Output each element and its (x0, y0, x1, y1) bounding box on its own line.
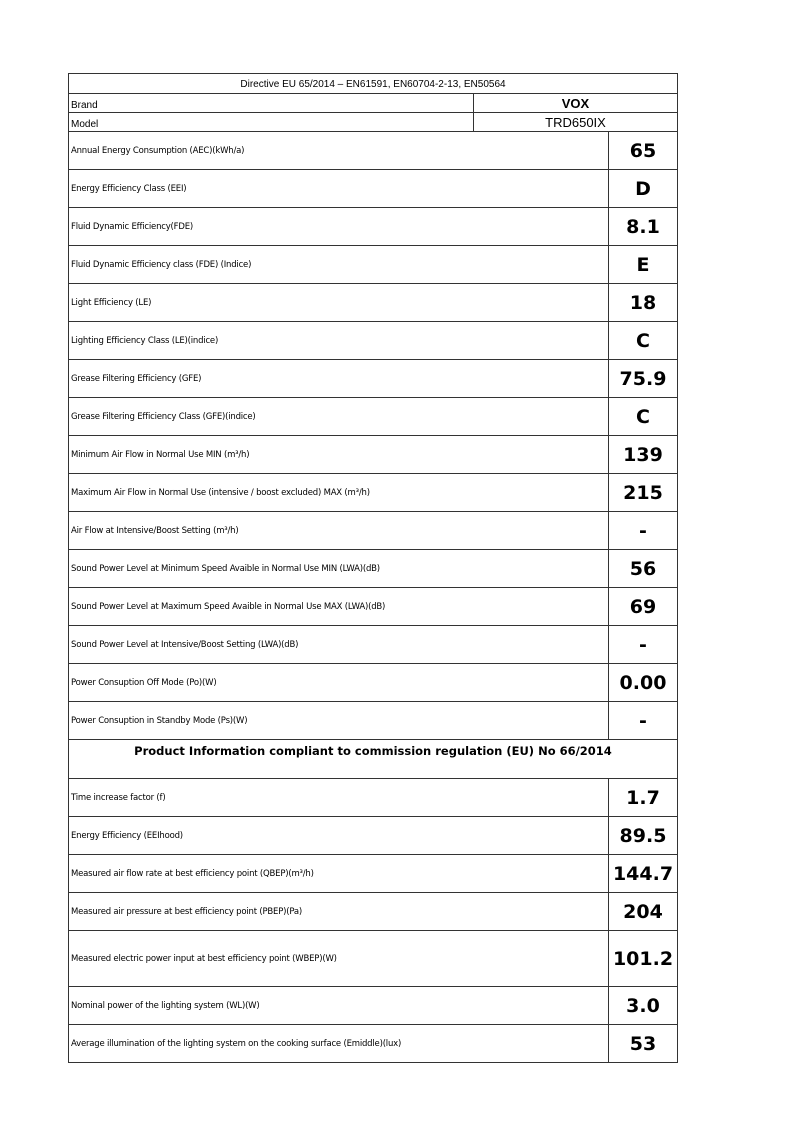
table-row (69, 893, 677, 931)
row-value: 8.1 (626, 215, 660, 238)
row-label: Fluid Dynamic Efficiency(FDE) (69, 208, 609, 245)
row-label: Air Flow at Intensive/Boost Setting (m³/h) (69, 512, 609, 549)
row-value: C (636, 405, 650, 428)
row-value: 0.00 (619, 671, 667, 694)
section-heading-row (69, 740, 677, 779)
row-label: Lighting Efficiency Class (LE)(indice) (69, 322, 609, 359)
table-row (69, 360, 677, 398)
row-label: Power Consuption Off Mode (Po)(W) (69, 664, 609, 701)
row-value: 144.7 (612, 862, 674, 885)
row-value: - (639, 709, 647, 732)
row-label: Fluid Dynamic Efficiency class (FDE) (Indice) (69, 246, 609, 283)
table-row (69, 322, 677, 360)
table-row (69, 512, 677, 550)
row-value: 53 (629, 1032, 657, 1055)
directive-row (69, 74, 677, 94)
table-row (69, 817, 677, 855)
row-value: 1.7 (626, 786, 660, 809)
row-value: 56 (629, 557, 657, 580)
row-value: - (639, 519, 647, 542)
table-row (69, 246, 677, 284)
table-row (69, 170, 677, 208)
row-value: 139 (623, 443, 663, 466)
table-row (69, 626, 677, 664)
directive-text: Directive EU 65/2014 – EN61591, EN60704-2-13, EN50564 (240, 79, 506, 90)
section-heading: Product Information compliant to commission regulation (EU) No 66/2014 (134, 744, 612, 758)
row-label: Grease Filtering Efficiency Class (GFE)(indice) (69, 398, 609, 435)
table-row (69, 664, 677, 702)
row-label: Measured electric power input at best efficiency point (WBEP)(W) (69, 931, 609, 986)
row-label: Maximum Air Flow in Normal Use (intensive / boost excluded) MAX (m³/h) (69, 474, 609, 511)
row-value: 3.0 (626, 994, 660, 1017)
row-value: 65 (629, 139, 657, 162)
row-label: Minimum Air Flow in Normal Use MIN (m³/h) (69, 436, 609, 473)
row-label: Power Consuption in Standby Mode (Ps)(W) (69, 702, 609, 739)
model-row (69, 113, 677, 132)
row-value: 75.9 (619, 367, 667, 390)
row-value: 69 (629, 595, 657, 618)
table-row (69, 931, 677, 987)
brand-value: VOX (561, 95, 590, 111)
row-value: - (639, 633, 647, 656)
row-value: 215 (623, 481, 663, 504)
row-label: Time increase factor (f) (69, 779, 609, 816)
table-row (69, 779, 677, 817)
table-row (69, 474, 677, 512)
row-label: Sound Power Level at Minimum Speed Avaible in Normal Use MIN (LWA)(dB) (69, 550, 609, 587)
row-value: 204 (623, 900, 663, 923)
row-label: Measured air flow rate at best efficiency point (QBEP)(m³/h) (69, 855, 609, 892)
row-label: Sound Power Level at Maximum Speed Avaible in Normal Use MAX (LWA)(dB) (69, 588, 609, 625)
table-row (69, 1025, 677, 1063)
brand-row (69, 94, 677, 113)
table-row (69, 550, 677, 588)
row-value: C (636, 329, 650, 352)
table-row (69, 588, 677, 626)
table-row (69, 398, 677, 436)
row-value: 18 (629, 291, 657, 314)
table-row (69, 436, 677, 474)
product-fiche-table (68, 73, 678, 1063)
brand-label: Brand (69, 94, 474, 112)
model-value: TRD650IX (545, 114, 606, 130)
row-label: Measured air pressure at best efficiency point (PBEP)(Pa) (69, 893, 609, 930)
row-value: 89.5 (619, 824, 667, 847)
row-label: Grease Filtering Efficiency (GFE) (69, 360, 609, 397)
table-row (69, 132, 677, 170)
row-label: Annual Energy Consumption (AEC)(kWh/a) (69, 132, 609, 169)
table-row (69, 702, 677, 740)
table-row (69, 284, 677, 322)
row-value: 101.2 (612, 947, 674, 970)
table-row (69, 855, 677, 893)
table-row (69, 987, 677, 1025)
row-label: Light Efficiency (LE) (69, 284, 609, 321)
table-row (69, 208, 677, 246)
model-label: Model (69, 113, 474, 131)
row-label: Energy Efficiency Class (EEI) (69, 170, 609, 207)
row-label: Average illumination of the lighting system on the cooking surface (Emiddle)(lux) (69, 1025, 609, 1062)
row-label: Nominal power of the lighting system (WL)(W) (69, 987, 609, 1024)
row-value: D (635, 177, 651, 200)
row-label: Sound Power Level at Intensive/Boost Setting (LWA)(dB) (69, 626, 609, 663)
row-value: E (636, 253, 650, 276)
row-label: Energy Efficiency (EEIhood) (69, 817, 609, 854)
